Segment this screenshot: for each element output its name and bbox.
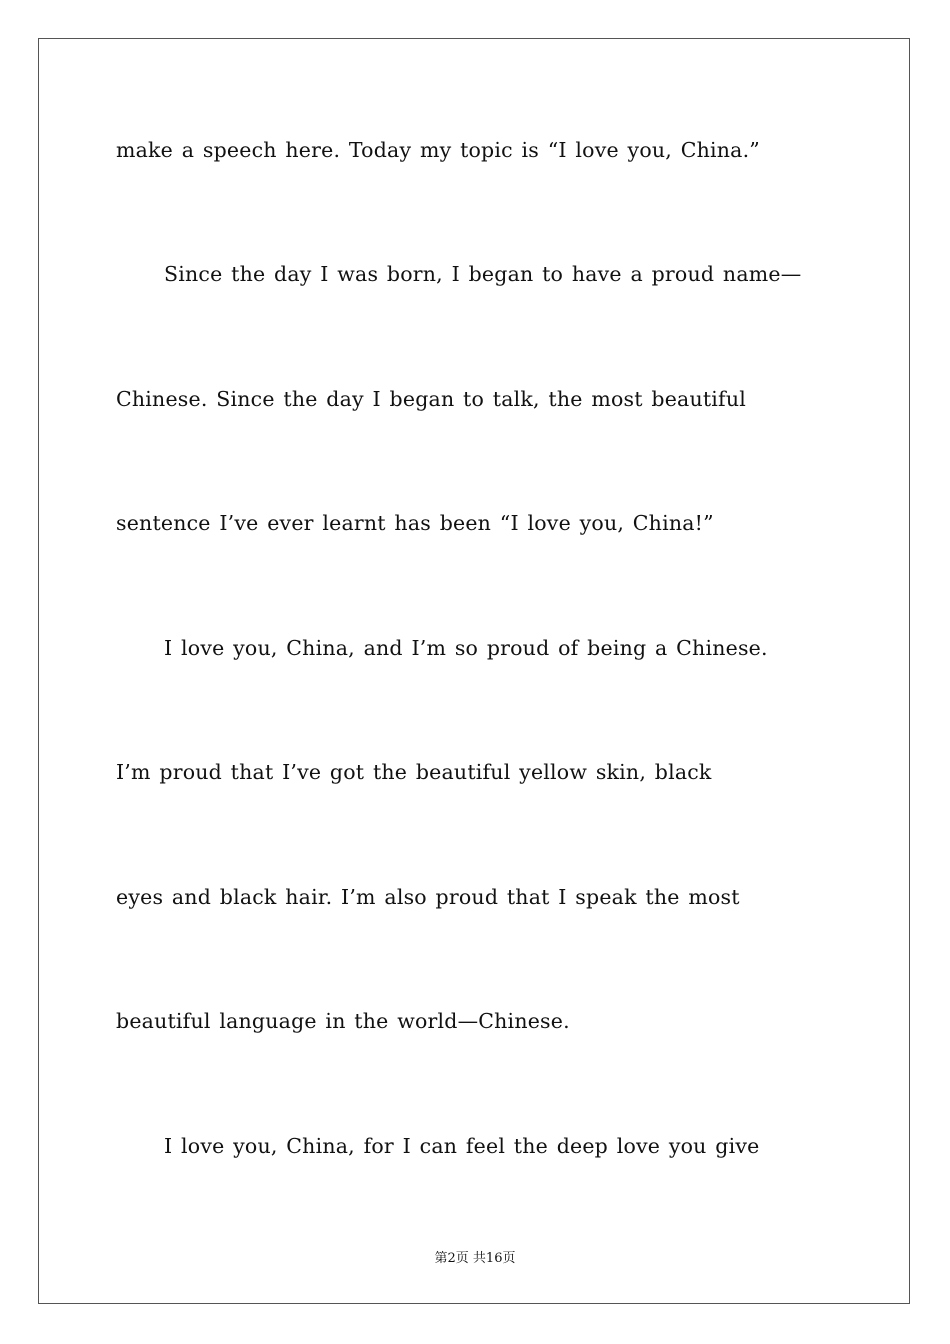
text-line-5: I love you, China, and I’m so proud of being a Chinese. xyxy=(164,636,768,660)
text-line-9: I love you, China, for I can feel the deep love you give xyxy=(164,1134,760,1158)
text-line-8: beautiful language in the world—Chinese. xyxy=(116,1009,570,1033)
page-border xyxy=(38,38,910,1304)
text-line-7: eyes and black hair. I’m also proud that I speak the most xyxy=(116,885,740,909)
text-line-6: I’m proud that I’ve got the beautiful yellow skin, black xyxy=(116,760,712,784)
text-line-1: make a speech here. Today my topic is “I love you, China.” xyxy=(116,138,760,162)
text-line-3: Chinese. Since the day I began to talk, the most beautiful xyxy=(116,387,746,411)
text-line-4: sentence I’ve ever learnt has been “I love you, China!” xyxy=(116,511,714,535)
text-line-2: Since the day I was born, I began to have a proud name— xyxy=(164,262,802,286)
page-number-footer: 第2页 共16页 xyxy=(434,1251,516,1266)
